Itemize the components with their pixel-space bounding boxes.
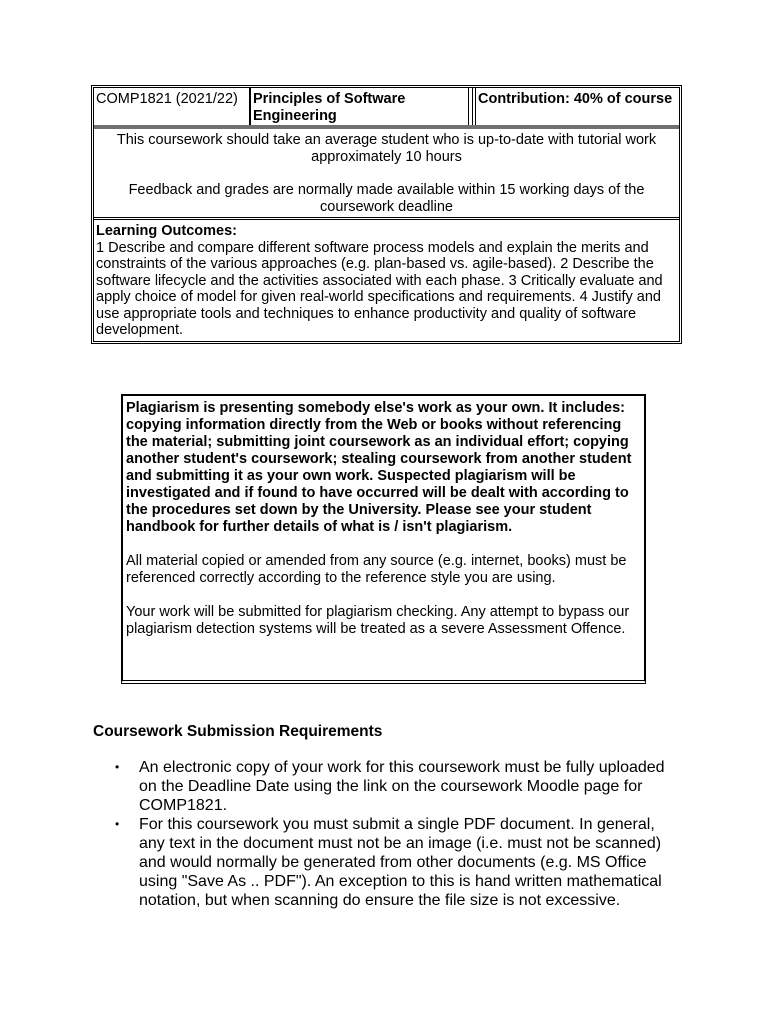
course-effort-row (94, 129, 679, 220)
learning-outcomes-row (94, 220, 679, 341)
time-estimate: This coursework should take an average student who is up-to-date with tutorial work approximately 10 hours (116, 132, 657, 165)
course-contribution: Contribution: 40% of course (472, 88, 679, 125)
course-header-row (94, 88, 679, 129)
course-title: Principles of Software Engineering (251, 88, 469, 125)
feedback-note: Feedback and grades are normally made available within 15 working days of the coursework deadline (128, 182, 645, 215)
learning-outcomes-title: Learning Outcomes: (96, 223, 237, 239)
list-item (93, 815, 673, 910)
course-code: COMP1821 (2021/22) (94, 88, 251, 125)
submission-heading: Coursework Submission Requirements (93, 723, 383, 740)
learning-outcomes-text: 1 Describe and compare different software process models and explain the merits and constraints of the various approaches (e.g. plan-based vs. agile-based). 2 Describe the software lifecycle and the activities associated with each phase. 3 Critically evaluate and apply choice of model for given real-world specifications and requirements. 4 Justify and use appropriate tools and techniques to enhance productivity and quality of software development. (96, 239, 663, 338)
submission-requirements-list (93, 758, 673, 910)
plagiarism-referencing: All material copied or amended from any source (e.g. internet, books) must be referenced correctly according to the reference style you are using. (126, 553, 627, 586)
bullet-icon: • (115, 760, 120, 774)
course-info-table (93, 87, 680, 342)
plagiarism-notice-box (121, 394, 646, 684)
bullet-icon: • (115, 817, 120, 831)
list-item-text: For this coursework you must submit a single PDF document. In general, any text in the document must not be an image (i.e. must not be scanned) and would normally be generated from other documents (e.g. MS Office using "Save As .. PDF"). An exception to this is hand written mathematical notation, but when scanning do ensure the file size is not excessive. (139, 816, 662, 909)
plagiarism-checking: Your work will be submitted for plagiarism checking. Any attempt to bypass our plagiarism detection systems will be treated as a severe Assessment Offence. (126, 604, 630, 637)
list-item (93, 758, 673, 815)
plagiarism-definition: Plagiarism is presenting somebody else's work as your own. It includes: copying information directly from the Web or books without referencing the material; submitting joint coursework as an individual effort; copying another student's coursework; stealing coursework from another student and submitting it as your own work. Suspected plagiarism will be investigated and if found to have occurred will be dealt with according to the procedures set down by the University. Please see your student handbook for further details of what is / isn't plagiarism. (126, 400, 632, 535)
list-item-text: An electronic copy of your work for this coursework must be fully uploaded on the Deadline Date using the link on the coursework Moodle page for COMP1821. (139, 759, 665, 814)
